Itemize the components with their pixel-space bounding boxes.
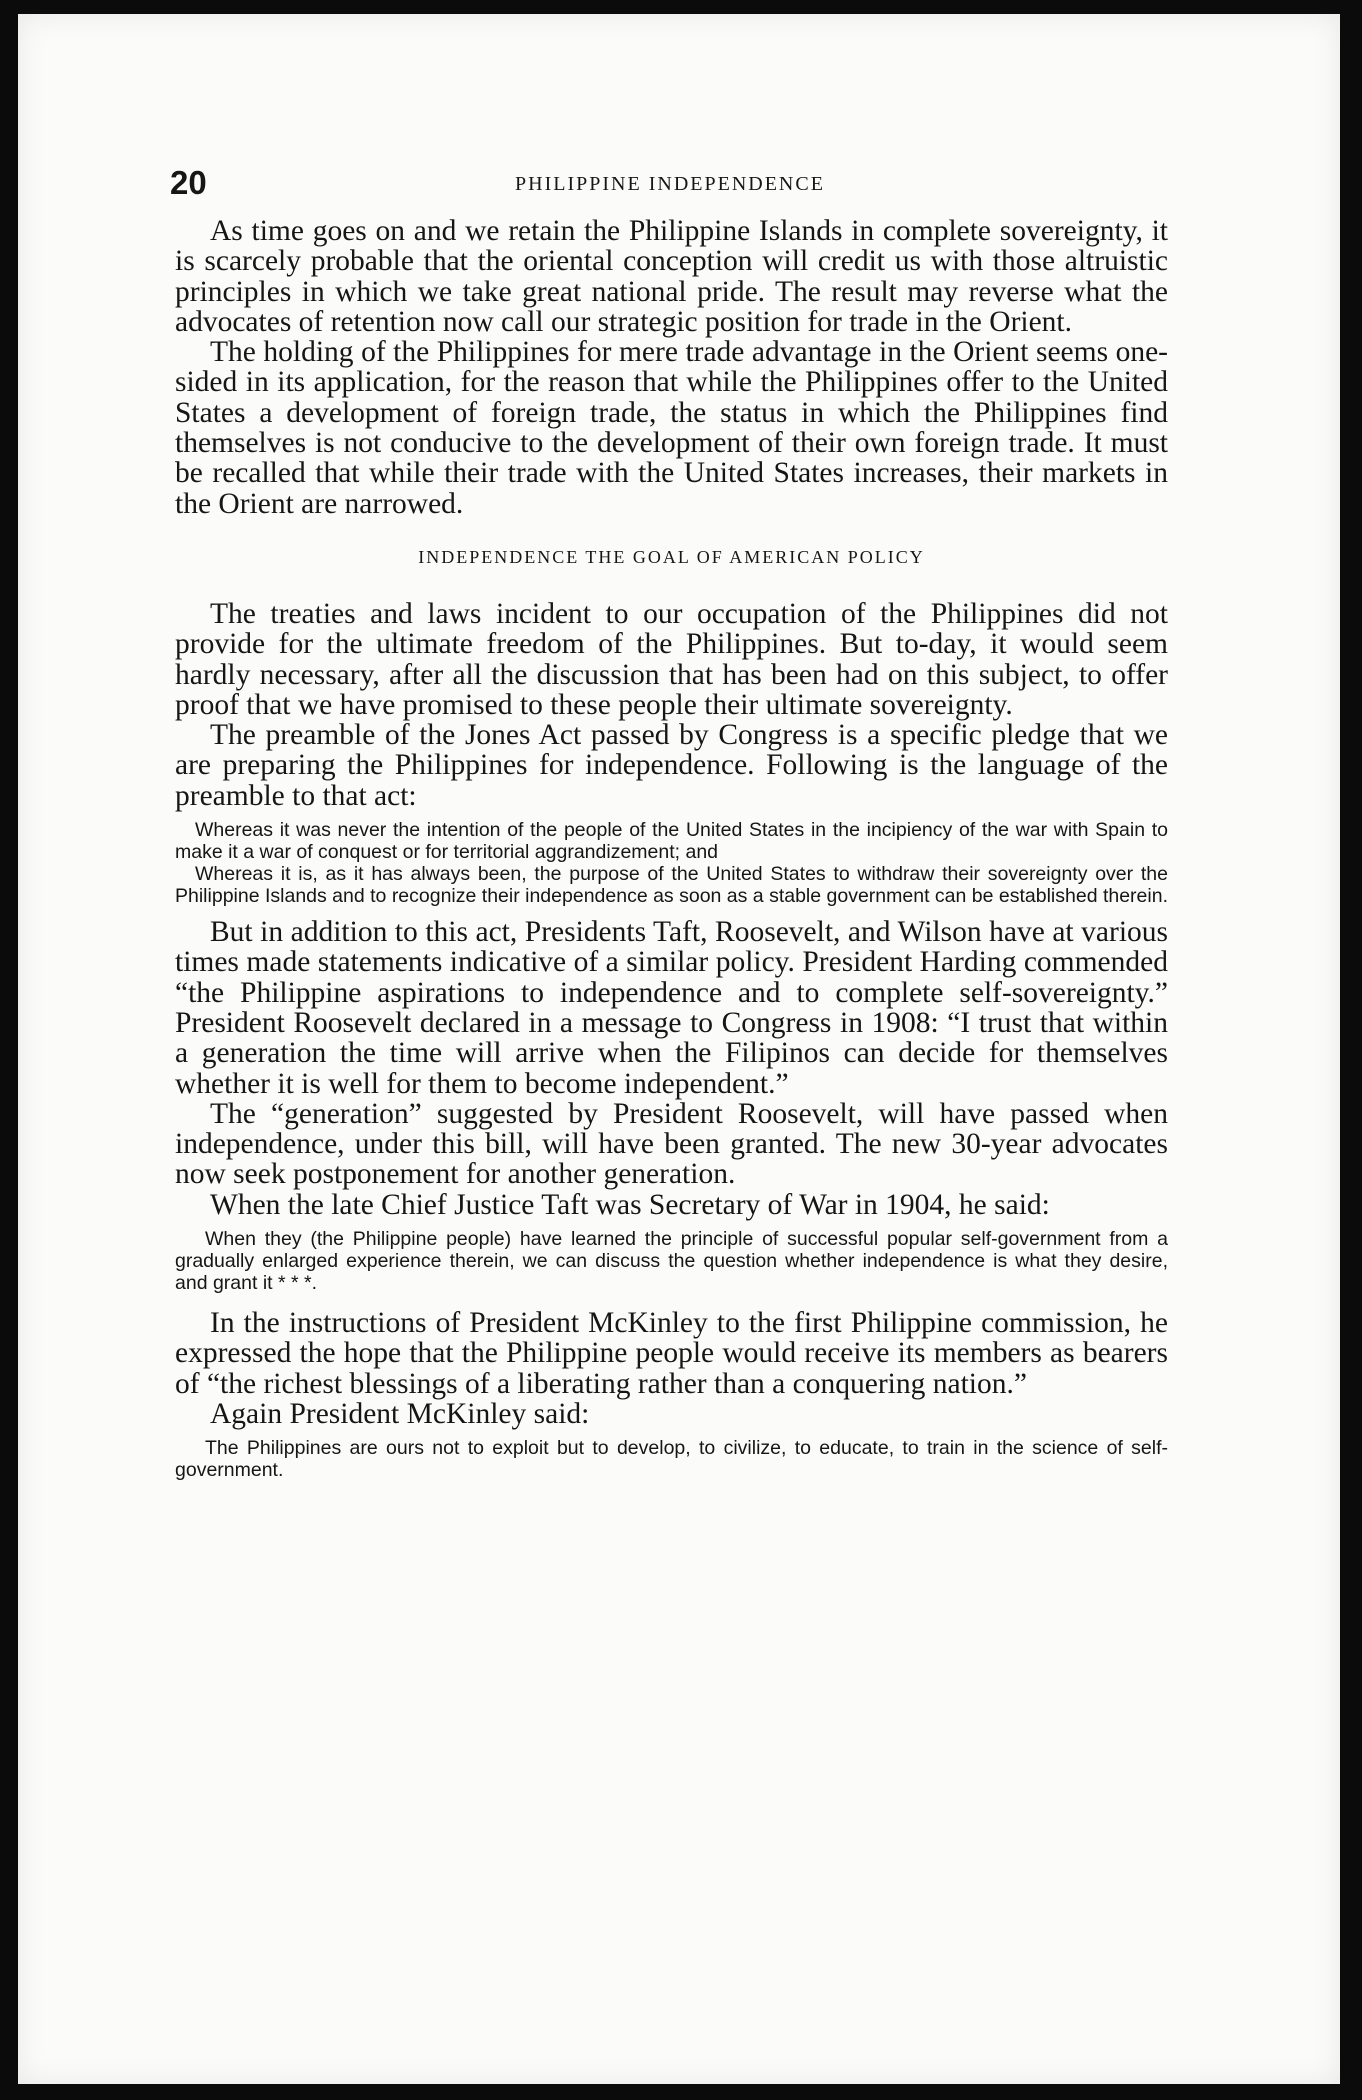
document-page (18, 14, 1340, 2084)
block-quote-mckinley (175, 1437, 1168, 1481)
paragraph-generation: The “generation” suggested by President Roosevelt, will have passed when independence, under this bill, will have been granted. The new 30-year advocates now seek postponement for another generation. (175, 1097, 1168, 1191)
paragraph-mckinley-instructions: In the instructions of President McKinley to the first Philippine commission, he expressed the hope that the Philippine people would receive its members as bearers of “the richest blessings of a liberating rather than a conquering nation.” (175, 1307, 1168, 1400)
paragraph-mckinley-said: Again President McKinley said: (210, 1397, 590, 1430)
page-body (175, 216, 1168, 1491)
quote-taft-text: When they (the Philippine people) have learned the principle of successful popular self-government from a gradually enlarged experience therein, we can discuss the question whether independence is what they desire, and grant it * * *. (175, 1228, 1168, 1295)
quote-mckinley-text: The Philippines are ours not to exploit but to develop, to civilize, to educate, to train in the science of self-government. (175, 1437, 1168, 1482)
quote-preamble-clause-2: Whereas it is, as it has always been, the purpose of the United States to withdraw their sovereignty over the Philippine Islands and to recognize their independence as soon as a stable government can be established therein. (175, 863, 1168, 908)
running-title: PHILIPPINE INDEPENDENCE (515, 173, 825, 195)
paragraph-presidents: But in addition to this act, Presidents Taft, Roosevelt, and Wilson have at various times made statements indicative of a similar policy. President Harding commended “the Philippine aspirations to independence and to complete self-sovereignty.” President Roosevelt declared in a message to Congress in 1908: “I trust that within a generation the time will arrive when the Filipinos can decide for themselves whether it is well for them to become independent.” (175, 916, 1168, 1100)
paragraph-retention: As time goes on and we retain the Philippine Islands in complete sovereignty, it is scarcely probable that the oriental conception will credit us with those altruistic principles in which we take great national pride. The result may reverse what the advocates of retention now call our strategic position for trade in the Orient. (175, 215, 1168, 338)
page-number: 20 (170, 164, 207, 201)
block-quote-taft (175, 1228, 1168, 1294)
quote-preamble-clause-1: Whereas it was never the intention of the people of the United States in the incipiency of the war with Spain to make it a war of conquest or for territorial aggrandizement; and (175, 819, 1168, 864)
paragraph-taft: When the late Chief Justice Taft was Secretary of War in 1904, he said: (210, 1188, 1050, 1221)
paragraph-trade-advantage: The holding of the Philippines for mere trade advantage in the Orient seems one-sided in its application, for the reason that while the Philippines offer to the United States a development of foreign trade, the status in which the Philippines find themselves is not conducive to the development of their own foreign trade. It must be recalled that while their trade with the United States increases, their markets in the Orient are narrowed. (175, 336, 1168, 520)
block-quote-preamble (175, 819, 1168, 907)
paragraph-treaties: The treaties and laws incident to our occupation of the Philippines did not provide for the ultimate freedom of the Philippines. But to-day, it would seem hardly necessary, after all the discussion that has been had on this subject, to offer proof that we have promised to these people their ultimate sovereignty. (175, 597, 1168, 721)
running-head (170, 164, 1170, 204)
paragraph-jones-act: The preamble of the Jones Act passed by Congress is a specific pledge that we are preparing the Philippines for independence. Following is the language of the preamble to that act: (175, 719, 1168, 812)
section-heading: INDEPENDENCE THE GOAL OF AMERICAN POLICY (418, 546, 925, 567)
